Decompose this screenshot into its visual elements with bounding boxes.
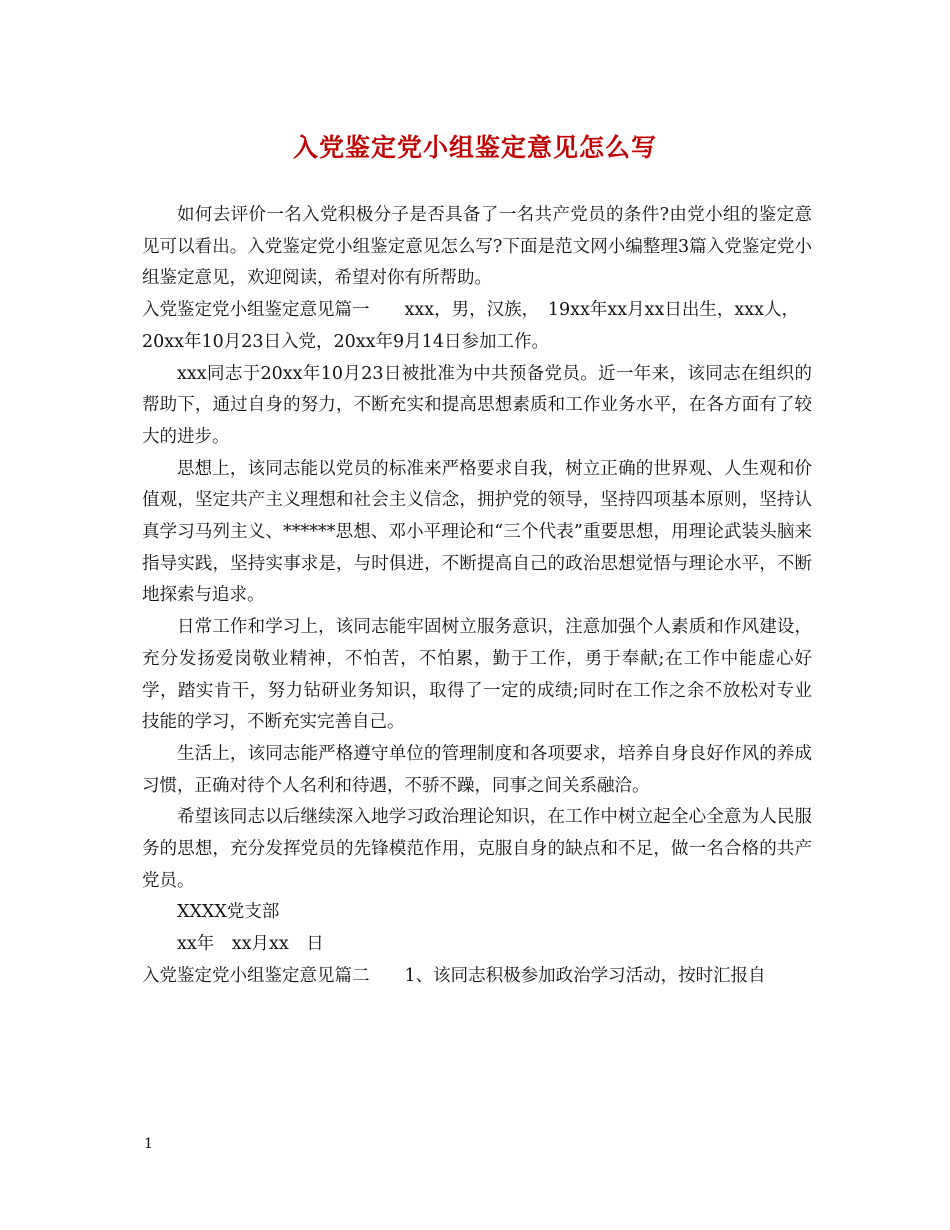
body-paragraph: 思想上，该同志能以党员的标准来严格要求自我，树立正确的世界观、人生观和价值观，坚定共产主义理想和社会主义信念，拥护党的领导，坚持四项基本原则，坚持认真学习马列主义、******思想、邓小平理论和“三个代表”重要思想，用理论武装头脑来指导实践，坚持实事求是，与时俱进，不断提高自己的政治思想觉悟与理论水平，不断地探索与追求。 [142,458,812,606]
signature-date: xx年 xx月xx 日 [177,934,324,955]
page-number: 1 [144,1136,153,1152]
document-title: 入党鉴定党小组鉴定意见怎么写 [292,133,657,162]
body-paragraph: 希望该同志以后继续深入地学习政治理论知识，在工作中树立起全心全意为人民服务的思想，充分发挥党员的先锋模范作用，克服自身的缺点和不足，做一名合格的共产党员。 [142,807,812,891]
signature-organization: XXXX党支部 [177,902,280,923]
intro-paragraph: 如何去评价一名入党积极分子是否具备了一名共产党员的条件?由党小组的鉴定意见可以看出。入党鉴定党小组鉴定意见怎么写?下面是范文网小编整理3篇入党鉴定党小组鉴定意见，欢迎阅读，希望对你有所帮助。 [142,205,812,289]
body-paragraph: xxx同志于20xx年10月23日被批准为中共预备党员。近一年来，该同志在组织的帮助下，通过自身的努力，不断充实和提高思想素质和工作业务水平，在各方面有了较大的进步。 [142,363,812,447]
body-paragraph: 生活上，该同志能严格遵守单位的管理制度和各项要求，培养自身良好作风的养成习惯，正确对待个人名利和待遇，不骄不躁，同事之间关系融洽。 [142,743,812,796]
document-body [142,200,812,993]
section-two-heading-paragraph: 入党鉴定党小组鉴定意见篇二 1、该同志积极参加政治学习活动，按时汇报自 [142,965,766,986]
section-one-heading-paragraph: 入党鉴定党小组鉴定意见篇一 xxx，男，汉族， 19xx年xx月xx日出生，xxx人，20xx年10月23日入党，20xx年9月14日参加工作。 [142,300,799,352]
body-paragraph: 日常工作和学习上，该同志能牢固树立服务意识，注意加强个人素质和作风建设，充分发扬爱岗敬业精神，不怕苦，不怕累，勤于工作，勇于奉献;在工作中能虚心好学，踏实肯干，努力钻研业务知识，取得了一定的成绩;同时在工作之余不放松对专业技能的学习，不断充实完善自己。 [142,617,812,733]
